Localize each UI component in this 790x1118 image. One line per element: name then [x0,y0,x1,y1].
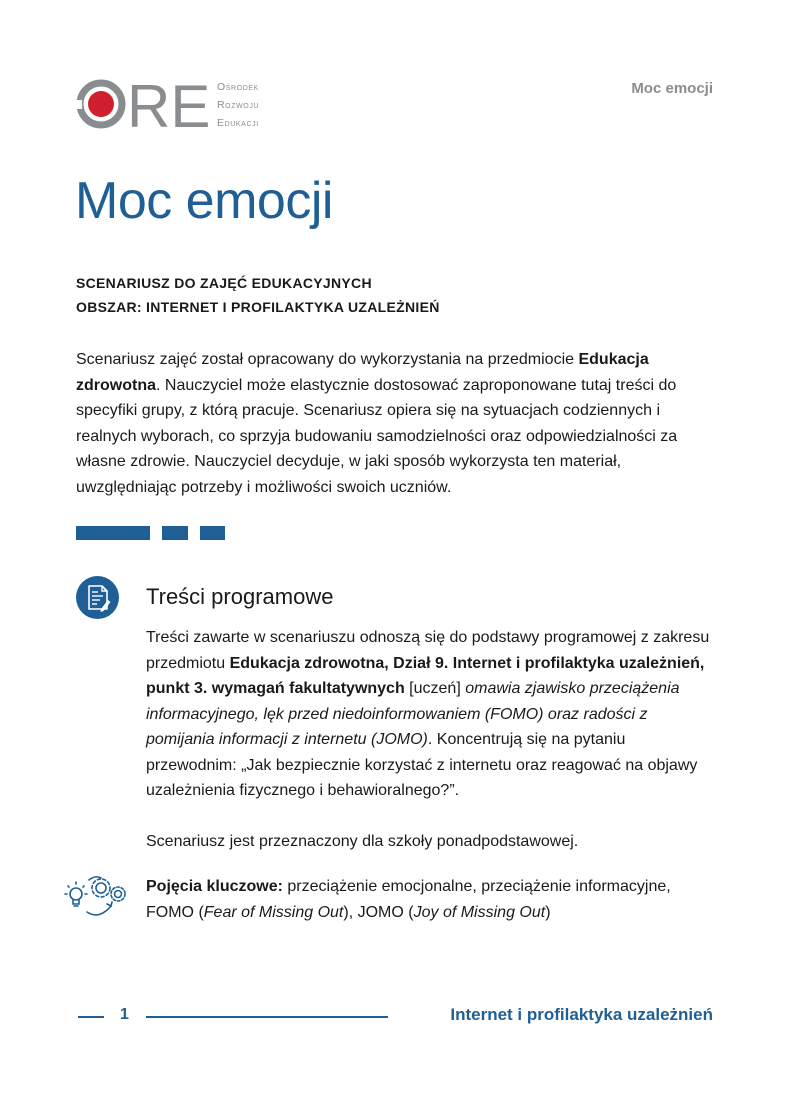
footer-rule-middle [146,1016,388,1018]
page-number: 1 [120,1006,129,1023]
lightbulb-gears-icon [63,874,129,924]
ore-logo [76,78,286,134]
p1-italic: omawia zjawisko przeciążenia informacyjnego, lęk przed niedoinformowaniem (FOMO) oraz radości z pomijania informacji z internetu (JOMO) [146,680,680,748]
running-title: Moc emocji [631,80,713,97]
p1-text-3: . Koncentrują się na pytaniu przewodnim: „Jak bezpiecznie korzystać z internetu oraz reagować na objawy uzależnienia fizycznego i behawioralnego?”. [146,731,698,799]
page-title: Moc emocji [75,172,333,230]
logo-line-2: Rozwoju [217,99,260,111]
scenario-subheading [76,271,440,319]
key-concepts [146,874,716,925]
kw-text-1: przeciążenie emocjonalne, przeciążenie informacyjne, FOMO ( [146,878,671,921]
ore-logo-mark [76,78,212,134]
footer-title: Internet i profilaktyka uzależnień [450,1005,713,1024]
p1-bold: Edukacja zdrowotna, Dział 9. Internet i profilaktyka uzależnień, punkt 3. wymagań fakultatywnych [146,654,705,697]
kw-italic-2: Joy of Missing Out [413,903,546,921]
intro-text-2: . Nauczyciel może elastycznie dostosować zaproponowane tutaj treści do specyfiki grupy, z którą pracuje. Scenariusz opiera się na sytuacjach codziennych i realnych wyborach, co sprzyja budowaniu samodzielności oraz odpowiedzialności za własne zdrowie. Nauczyciel decyduje, w jaki sposób wykorzysta ten materiał, uwzględniając potrzeby i możliwości swoich uczniów. [76,376,678,496]
logo-letters: RE [127,78,211,134]
key-concepts-label: Pojęcia kluczowe: [146,878,283,895]
subheading-line-1: SCENARIUSZ DO ZAJĘĆ EDUKACYJNYCH [76,275,372,291]
logo-wordmark [217,78,259,132]
subheading-line-2: OBSZAR: INTERNET I PROFILAKTYKA UZALEŻNIEŃ [76,299,440,315]
intro-text-1: Scenariusz zajęć został opracowany do wykorzystania na przedmiocie [76,351,579,368]
kw-italic-1: Fear of Missing Out [203,903,344,921]
logo-line-3: Edukacji [217,117,259,129]
dash-short-2 [200,526,225,540]
footer-rule-left [78,1016,104,1018]
intro-bold: Edukacja zdrowotna [76,351,649,394]
logo-o-circle [76,83,122,125]
kw-text-3: ) [545,903,551,921]
section-body [146,625,716,854]
logo-line-1: Ośrodek [217,81,259,93]
p1-text-1: Treści zawarte w scenariuszu odnoszą się do podstawy programowej z zakresu przedmiotu [146,629,710,672]
kw-text-2: ), JOMO ( [343,903,414,921]
section-title: Treści programowe [146,584,334,609]
section-paragraph-1 [146,625,716,804]
section-paragraph-2: Scenariusz jest przeznaczony dla szkoły ponadpodstawowej. [146,832,579,850]
dash-long [76,526,150,540]
intro-paragraph [76,347,716,500]
p1-text-2: [uczeń] [404,680,466,697]
dash-short-1 [162,526,188,540]
document-pen-icon [76,576,119,619]
